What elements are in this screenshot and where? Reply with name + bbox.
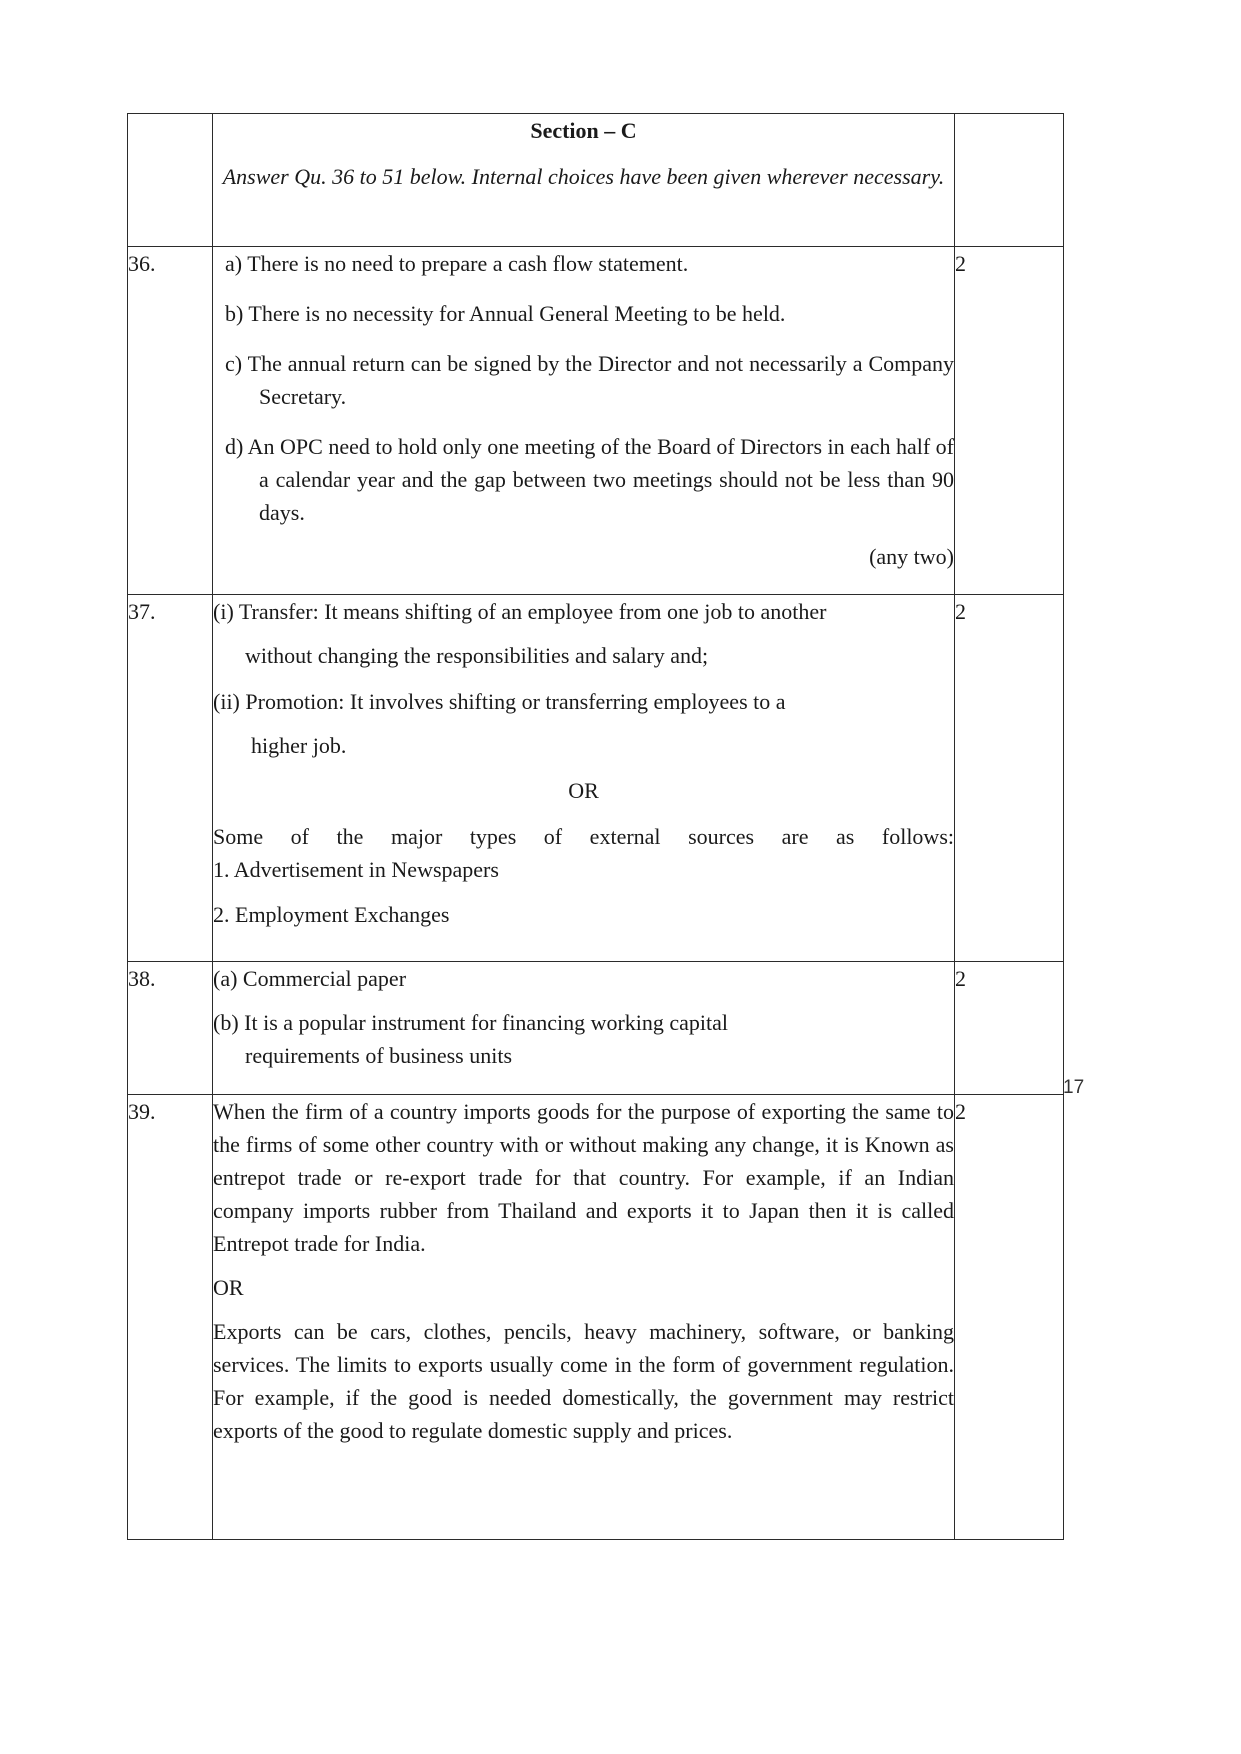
question-number: 38.: [128, 962, 213, 1095]
question-row-36: [128, 247, 1064, 595]
or-separator: OR: [568, 778, 599, 803]
answer-paragraph: When the firm of a country imports goods for the purpose of exporting the same to the firms of some other country with or without making any change, it is Known as entrepot trade or re-export trade for that country. For example, if an Indian company imports rubber from Thailand and exports it to Japan then it is called Entrepot trade for India.: [213, 1099, 954, 1256]
section-header-blank-right: [955, 114, 1064, 247]
section-header-row: [128, 114, 1064, 247]
section-instruction: Answer Qu. 36 to 51 below. Internal choices have been given wherever necessary.: [222, 164, 945, 189]
question-row-38: [128, 962, 1064, 1095]
answer-line: (i) Transfer: It means shifting of an employee from one job to another: [213, 599, 827, 624]
answer-list-item: 1. Advertisement in Newspapers: [213, 857, 499, 882]
answer-line: (b) It is a popular instrument for financing working capital: [213, 1010, 729, 1035]
or-separator: OR: [213, 1275, 244, 1300]
answer-cell: [213, 1095, 955, 1540]
answer-line: without changing the responsibilities and salary and;: [245, 643, 709, 668]
answer-item: c) The annual return can be signed by the Director and not necessarily a Company Secretary.: [225, 351, 954, 409]
answer-list-item: 2. Employment Exchanges: [213, 902, 450, 927]
section-header-cell: [213, 114, 955, 247]
question-number: 37.: [128, 595, 213, 962]
marks: 2: [955, 962, 1064, 1095]
question-row-39: [128, 1095, 1064, 1540]
section-header-blank-left: [128, 114, 213, 247]
answer-table: [127, 113, 1064, 1540]
section-title: Section – C: [530, 118, 637, 143]
answer-item: d) An OPC need to hold only one meeting of the Board of Directors in each half of a calendar year and the gap between two meetings should not be less than 90 days.: [225, 434, 954, 525]
answer-line: (a) Commercial paper: [213, 966, 407, 991]
answer-paragraph: Some of the major types of external sources are as follows:: [213, 824, 954, 849]
answer-cell: [213, 247, 955, 595]
answer-paragraph: Exports can be cars, clothes, pencils, heavy machinery, software, or banking services. The limits to exports usually come in the form of government regulation. For example, if the good is needed domestically, the government may restrict exports of the good to regulate domestic supply and prices.: [213, 1319, 954, 1443]
answer-cell: [213, 962, 955, 1095]
marks: 2: [955, 595, 1064, 962]
question-row-37: [128, 595, 1064, 962]
question-number: 39.: [128, 1095, 213, 1540]
answer-item: a) There is no need to prepare a cash flow statement.: [225, 251, 689, 276]
page-number: 17: [1063, 1077, 1085, 1098]
answer-item: b) There is no necessity for Annual General Meeting to be held.: [225, 301, 786, 326]
marks: 2: [955, 247, 1064, 595]
answer-line: (ii) Promotion: It involves shifting or transferring employees to a: [213, 689, 786, 714]
question-number: 36.: [128, 247, 213, 595]
answer-line: requirements of business units: [245, 1043, 513, 1068]
answer-line: higher job.: [251, 733, 347, 758]
answer-cell: [213, 595, 955, 962]
answer-note: (any two): [869, 544, 954, 569]
marks: 2: [955, 1095, 1064, 1540]
